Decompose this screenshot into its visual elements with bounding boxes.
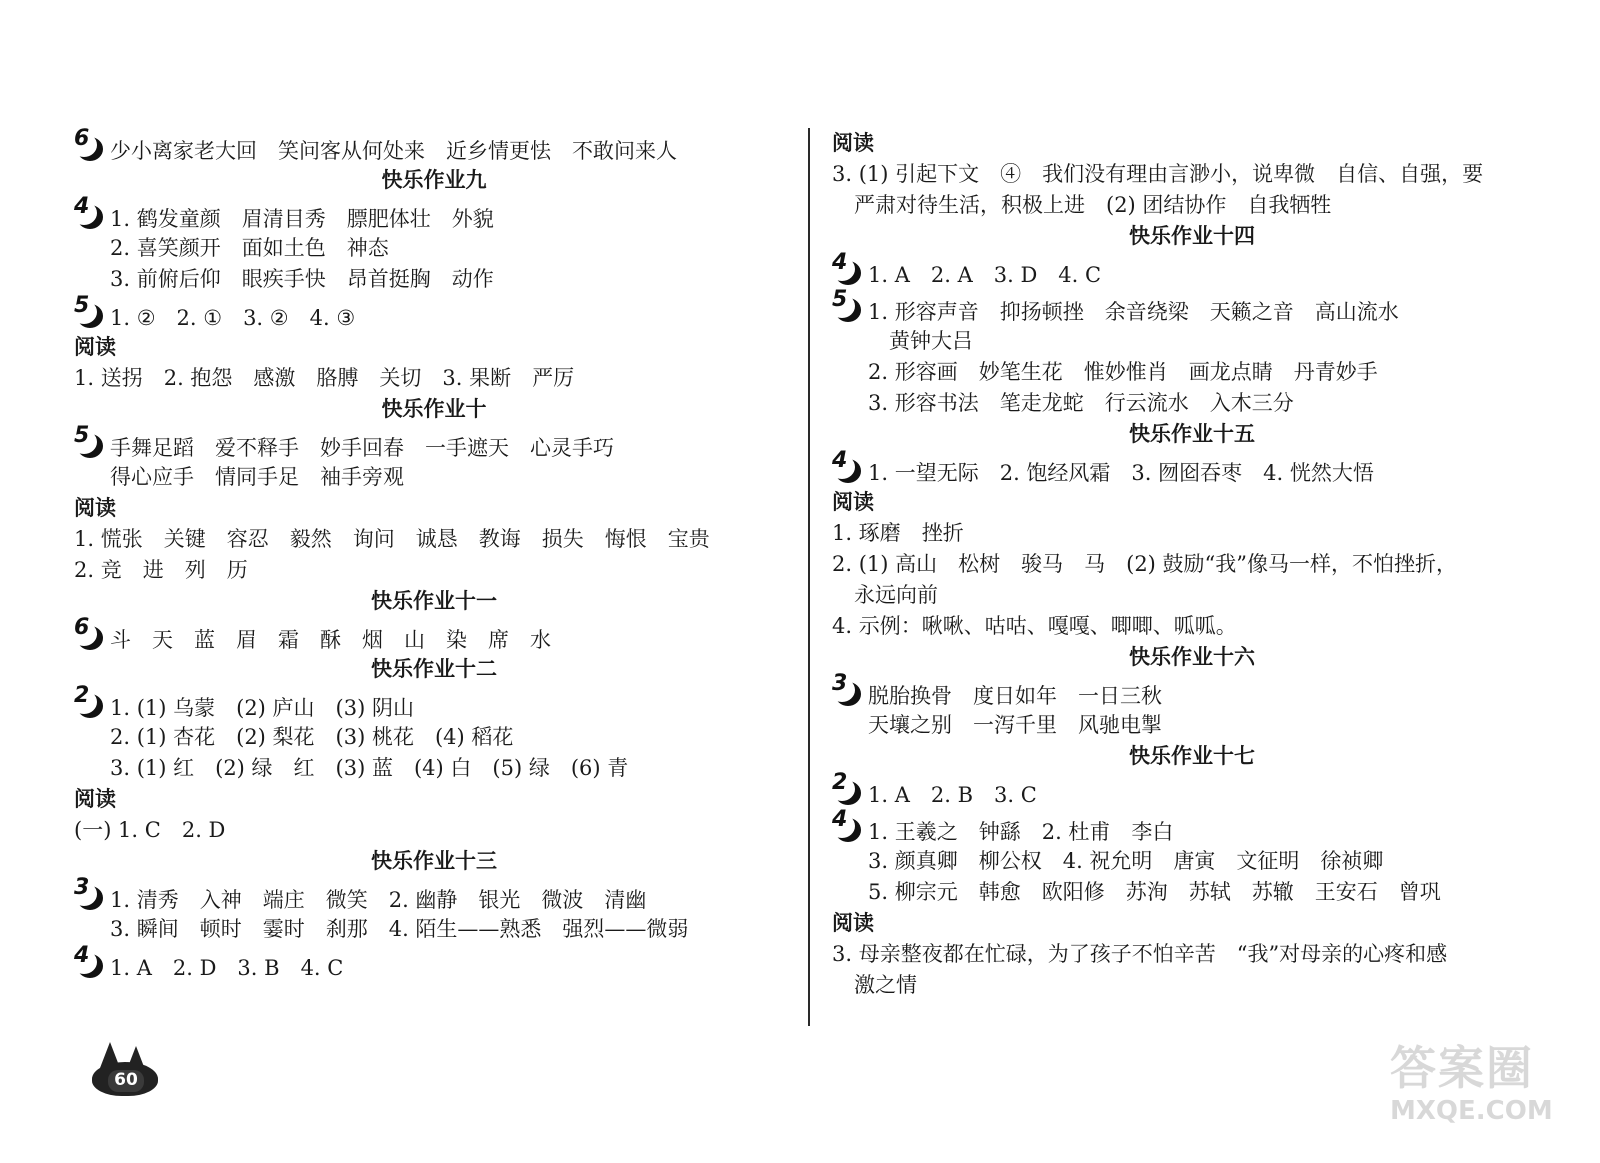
answer-line: 5. 柳宗元 韩愈 欧阳修 苏洵 苏轼 苏辙 王安石 曾巩	[868, 880, 1441, 904]
section-heading: 快乐作业十三	[371, 849, 497, 873]
reading-label: 阅读	[832, 131, 874, 155]
answer-item	[74, 875, 794, 914]
section-heading: 快乐作业十一	[371, 589, 497, 613]
section-heading: 快乐作业十五	[1129, 422, 1255, 446]
answer-text: 1. 形容声音 抑扬顿挫 余音绕梁 天籁之音 高山流水	[868, 300, 1399, 324]
item-number: 4	[832, 807, 848, 832]
answer-line: 3. 母亲整夜都在忙碌，为了孩子不怕辛苦 “我”对母亲的心疼和感	[832, 942, 1448, 966]
answer-text: 1. A 2. A 3. D 4. C	[868, 263, 1102, 287]
moon-number-icon	[832, 287, 866, 323]
answer-item	[832, 287, 1552, 326]
answer-line: 1. 送拐 2. 抱怨 感激 胳膊 关切 3. 果断 严厉	[74, 366, 575, 390]
answer-text: 1. ② 2. ① 3. ② 4. ③	[110, 306, 356, 330]
answer-line: 黄钟大吕	[868, 329, 973, 353]
answer-line: 天壤之别 一泻千里 风驰电掣	[868, 713, 1162, 737]
reading-label: 阅读	[74, 335, 116, 359]
section-heading: 快乐作业十	[381, 397, 487, 421]
moon-number-icon	[832, 671, 866, 707]
section-heading: 快乐作业十四	[1129, 224, 1255, 248]
answer-line: 2. 喜笑颜开 面如土色 神态	[110, 236, 389, 260]
answer-line: 3. 颜真卿 柳公权 4. 祝允明 唐寅 文征明 徐祯卿	[868, 849, 1384, 873]
watermark-logo	[1390, 1040, 1560, 1140]
moon-number-icon	[74, 943, 108, 979]
answer-item	[832, 770, 1552, 809]
answer-text: 1. 鹤发童颜 眉清目秀 膘肥体壮 外貌	[110, 207, 494, 231]
answer-item	[832, 448, 1552, 487]
watermark-main: 答案圈	[1390, 1041, 1534, 1095]
answer-line: 2. (1) 杏花 (2) 梨花 (3) 桃花 (4) 稻花	[110, 725, 514, 749]
answer-line: 3. (1) 红 (2) 绿 红 (3) 蓝 (4) 白 (5) 绿 (6) 青	[110, 756, 629, 780]
answer-line: 2. 竞 进 列 历	[74, 558, 248, 582]
item-number: 4	[832, 448, 848, 473]
answer-item	[832, 807, 1552, 846]
answer-text: 少小离家老大回 笑问客从何处来 近乡情更怯 不敢问来人	[110, 139, 677, 163]
answer-item	[832, 671, 1552, 710]
moon-number-icon	[832, 807, 866, 843]
item-number: 4	[74, 194, 90, 219]
answer-line: 3. 瞬间 顿时 霎时 刹那 4. 陌生——熟悉 强烈——微弱	[110, 917, 689, 941]
answer-item	[74, 194, 794, 233]
answer-item	[74, 293, 794, 332]
answer-line: (一) 1. C 2. D	[74, 818, 226, 842]
column-divider	[808, 128, 810, 1026]
answer-line: 3. 前俯后仰 眼疾手快 昂首挺胸 动作	[110, 267, 494, 291]
answer-item	[74, 423, 794, 462]
moon-number-icon	[74, 293, 108, 329]
answer-item	[74, 943, 794, 982]
answer-text: 1. A 2. D 3. B 4. C	[110, 956, 344, 980]
moon-number-icon	[74, 615, 108, 651]
answer-line: 1. 慌张 关键 容忍 毅然 询问 诚恳 教诲 损失 悔恨 宝贵	[74, 527, 710, 551]
item-number: 3	[832, 671, 848, 696]
left-column	[74, 128, 794, 982]
answer-line: 得心应手 情同手足 袖手旁观	[110, 465, 404, 489]
answer-line: 永远向前	[854, 583, 938, 607]
right-column	[832, 128, 1552, 1001]
section-heading: 快乐作业九	[381, 168, 487, 192]
answer-text: 1. 一望无际 2. 饱经风霜 3. 囫囵吞枣 4. 恍然大悟	[868, 461, 1374, 485]
section-heading: 快乐作业十六	[1129, 645, 1255, 669]
answer-line: 2. 形容画 妙笔生花 惟妙惟肖 画龙点睛 丹青妙手	[868, 360, 1378, 384]
section-heading: 快乐作业十七	[1129, 744, 1255, 768]
answer-line: 2. (1) 高山 松树 骏马 马 (2) 鼓励“我”像马一样，不怕挫折，	[832, 552, 1458, 576]
answer-text: 1. A 2. B 3. C	[868, 783, 1037, 807]
answer-line: 1. 琢磨 挫折	[832, 521, 964, 545]
moon-number-icon	[74, 126, 108, 162]
page-number: 60	[114, 1070, 138, 1090]
answer-item	[74, 126, 794, 165]
watermark-sub: MXQE.COM	[1390, 1096, 1553, 1126]
answer-text: 1. (1) 乌蒙 (2) 庐山 (3) 阴山	[110, 696, 414, 720]
answer-text: 1. 清秀 入神 端庄 微笑 2. 幽静 银光 微波 清幽	[110, 888, 647, 912]
moon-number-icon	[832, 250, 866, 286]
page-number-badge	[86, 1040, 166, 1100]
section-heading: 快乐作业十二	[371, 657, 497, 681]
answer-text: 1. 王羲之 钟繇 2. 杜甫 李白	[868, 820, 1174, 844]
answer-line: 4. 示例：啾啾、咕咕、嘎嘎、唧唧、呱呱。	[832, 614, 1237, 638]
reading-label: 阅读	[74, 496, 116, 520]
answer-line: 激之情	[854, 973, 917, 997]
item-number: 5	[74, 293, 90, 318]
item-number: 4	[74, 943, 90, 968]
moon-number-icon	[74, 683, 108, 719]
item-number: 6	[74, 126, 90, 151]
answer-text: 脱胎换骨 度日如年 一日三秋	[868, 684, 1162, 708]
answer-item	[74, 615, 794, 654]
moon-number-icon	[74, 423, 108, 459]
reading-label: 阅读	[832, 490, 874, 514]
item-number: 2	[74, 683, 90, 708]
item-number: 5	[74, 423, 90, 448]
answer-line: 严肃对待生活，积极上进 (2) 团结协作 自我牺牲	[854, 193, 1332, 217]
answer-text: 斗 天 蓝 眉 霜 酥 烟 山 染 席 水	[110, 628, 551, 652]
answer-line: 3. 形容书法 笔走龙蛇 行云流水 入木三分	[868, 391, 1294, 415]
moon-number-icon	[832, 770, 866, 806]
moon-number-icon	[74, 194, 108, 230]
reading-label: 阅读	[832, 911, 874, 935]
reading-label: 阅读	[74, 787, 116, 811]
item-number: 4	[832, 250, 848, 275]
item-number: 6	[74, 615, 90, 640]
item-number: 5	[832, 287, 848, 312]
answer-line: 3. (1) 引起下文 ④ 我们没有理由言渺小，说卑微 自信、自强，要	[832, 162, 1484, 186]
answer-item	[74, 683, 794, 722]
answer-text: 手舞足蹈 爱不释手 妙手回春 一手遮天 心灵手巧	[110, 436, 614, 460]
item-number: 2	[832, 770, 848, 795]
answer-item	[832, 250, 1552, 289]
item-number: 3	[74, 875, 90, 900]
moon-number-icon	[832, 448, 866, 484]
moon-number-icon	[74, 875, 108, 911]
